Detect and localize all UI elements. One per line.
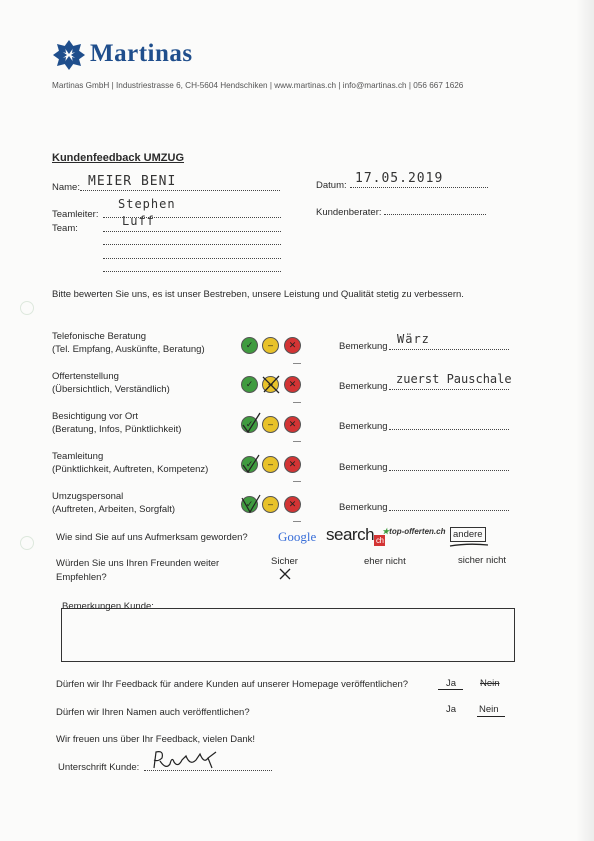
rating-good-icon[interactable]: ✓ xyxy=(241,376,258,393)
signature-label: Unterschrift Kunde: xyxy=(58,762,140,773)
remark-label: Bemerkung xyxy=(339,502,388,513)
rating-title: Telefonische Beratung xyxy=(52,331,147,342)
publish-feedback-yes[interactable]: Ja xyxy=(446,678,457,689)
remark-value[interactable]: Wärz xyxy=(397,332,430,346)
kundenberater-label: Kundenberater: xyxy=(316,207,382,218)
datum-label: Datum: xyxy=(316,180,347,191)
recommend-option-eher-nicht[interactable]: eher nicht xyxy=(364,556,406,567)
google-logo-text: Google xyxy=(278,529,317,544)
martinas-logo-icon xyxy=(53,40,85,70)
rating-subtitle: (Übersichtlich, Verständlich) xyxy=(52,384,170,395)
google-option[interactable] xyxy=(278,529,316,545)
kundenberater-line xyxy=(384,204,486,215)
rating-title: Offertenstellung xyxy=(52,371,119,382)
intro-text: Bitte bewerten Sie uns, es ist unser Bestreben, unsere Leistung und Qualität stetig zu verbessern. xyxy=(52,289,464,300)
name-value[interactable]: MEIER BENI xyxy=(88,174,177,189)
comments-box[interactable] xyxy=(61,608,515,662)
signature-mark xyxy=(146,748,236,774)
divider xyxy=(293,441,301,442)
andere-option[interactable]: andere xyxy=(450,527,486,542)
source-question: Wie sind Sie auf uns Aufmerksam geworden? xyxy=(56,532,248,543)
topofferten-option[interactable] xyxy=(382,527,445,536)
star-icon: ★ xyxy=(382,527,390,536)
rating-neutral-icon[interactable]: – xyxy=(262,376,279,393)
search-logo-suffix: ch xyxy=(376,536,384,545)
recommend-option-sicher[interactable]: Sicher xyxy=(271,556,298,567)
divider xyxy=(293,521,301,522)
rating-bad-icon[interactable]: ✕ xyxy=(284,376,301,393)
checkmark-icon xyxy=(240,452,262,476)
remark-label: Bemerkung xyxy=(339,341,388,352)
topofferten-logo-text: top-offerten.ch xyxy=(389,527,446,536)
rating-subtitle: (Auftreten, Arbeiten, Sorgfalt) xyxy=(52,504,176,515)
recommend-question-line1: Würden Sie uns Ihren Freunden weiter xyxy=(56,558,220,569)
punch-hole xyxy=(20,301,34,315)
rating-neutral-icon[interactable]: – xyxy=(262,337,279,354)
publish-feedback-no[interactable]: Nein xyxy=(480,678,500,689)
team-line-2 xyxy=(103,234,281,245)
team-label: Team: xyxy=(52,223,78,234)
recommend-option-sicher-nicht[interactable]: sicher nicht xyxy=(458,555,507,566)
rating-good-icon[interactable]: ✓ xyxy=(241,337,258,354)
publish-name-no[interactable]: Nein xyxy=(479,704,499,715)
search-option[interactable] xyxy=(326,525,385,545)
publish-name-yes[interactable]: Ja xyxy=(446,704,457,715)
rating-good-icon[interactable]: ✓ xyxy=(241,416,258,433)
name-label: Name: xyxy=(52,182,80,193)
remark-label: Bemerkung xyxy=(339,381,388,392)
rating-bad-icon[interactable]: ✕ xyxy=(284,456,301,473)
teamleiter-label: Teamleiter: xyxy=(52,209,99,220)
remark-label: Bemerkung xyxy=(339,421,388,432)
divider xyxy=(293,402,301,403)
rating-bad-icon[interactable]: ✕ xyxy=(284,496,301,513)
logo-text: Martinas xyxy=(90,40,193,67)
publish-feedback-question: Dürfen wir Ihr Feedback für andere Kunden auf unserer Homepage veröffentlichen? xyxy=(56,679,409,690)
rating-neutral-icon[interactable]: – xyxy=(262,416,279,433)
thanks-text: Wir freuen uns über Ihr Feedback, vielen Dank! xyxy=(56,734,256,745)
remark-line xyxy=(389,460,509,471)
checkmark-icon xyxy=(240,492,262,516)
rating-neutral-icon[interactable]: – xyxy=(262,456,279,473)
page-edge-shadow xyxy=(576,0,594,841)
rating-good-icon[interactable]: ✓ xyxy=(241,456,258,473)
checkmark-icon xyxy=(240,411,262,435)
remark-value[interactable]: zuerst Pauschale xyxy=(396,372,512,386)
rating-bad-icon[interactable]: ✕ xyxy=(284,337,301,354)
recommend-question-line2: Empfehlen? xyxy=(56,572,107,583)
rating-neutral-icon[interactable]: – xyxy=(262,496,279,513)
teamleiter-value[interactable]: Stephen xyxy=(118,197,176,211)
datum-value[interactable]: 17.05.2019 xyxy=(355,171,444,186)
no-underline-mark xyxy=(477,716,505,717)
remark-line xyxy=(389,419,509,430)
team-line-4 xyxy=(103,261,281,272)
rating-title: Teamleitung xyxy=(52,451,104,462)
team-line-3 xyxy=(103,248,281,259)
divider xyxy=(293,481,301,482)
remark-line xyxy=(389,500,509,511)
cross-mark-icon xyxy=(278,567,292,581)
checkmark-icon xyxy=(261,373,281,395)
publish-name-question: Dürfen wir Ihren Namen auch veröffentlichen? xyxy=(56,707,250,718)
rating-good-icon[interactable]: ✓ xyxy=(241,496,258,513)
rating-subtitle: (Tel. Empfang, Auskünfte, Beratung) xyxy=(52,344,205,355)
punch-hole xyxy=(20,536,34,550)
yes-underline-mark xyxy=(438,689,463,690)
comments-label: Bemerkungen Kunde: xyxy=(62,601,154,612)
andere-underline-mark xyxy=(448,541,490,549)
remark-label: Bemerkung xyxy=(339,462,388,473)
rating-title: Umzugspersonal xyxy=(52,491,124,502)
search-logo-text: search xyxy=(326,525,375,544)
rating-bad-icon[interactable]: ✕ xyxy=(284,416,301,433)
team-value[interactable]: Luff xyxy=(122,214,155,228)
rating-subtitle: (Pünktlichkeit, Auftreten, Kompetenz) xyxy=(52,464,209,475)
rating-title: Besichtigung vor Ort xyxy=(52,411,139,422)
rating-subtitle: (Beratung, Infos, Pünktlichkeit) xyxy=(52,424,182,435)
divider xyxy=(293,363,301,364)
company-address: Martinas GmbH | Industriestrasse 6, CH-5604 Hendschiken | www.martinas.ch | info@martinas.ch | 056 667 1626 xyxy=(52,81,464,90)
form-title: Kundenfeedback UMZUG xyxy=(52,152,185,164)
